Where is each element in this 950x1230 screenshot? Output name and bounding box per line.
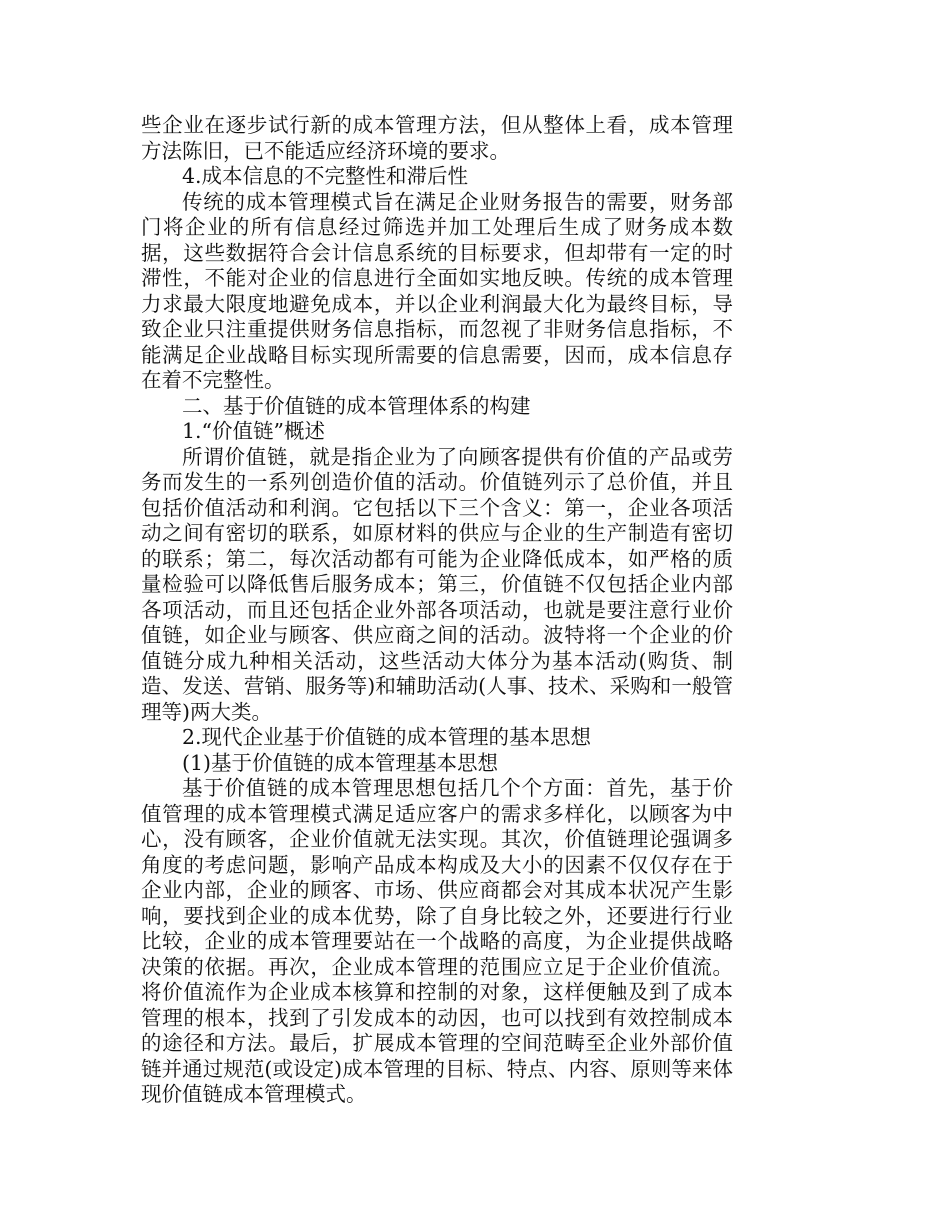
paragraph-continued: 些企业在逐步试行新的成本管理方法，但从整体上看，成本管理方法陈旧，已不能适应经济环境的要求。 (141, 113, 733, 163)
paragraph-value-chain-overview: 所谓价值链，就是指企业为了向顾客提供有价值的产品或劳务而发生的一系列创造价值的活动。价值链列示了总价值，并且包括价值活动和利润。它包括以下三个含义：第一，企业各项活动之间有密切的联系，如原材料的供应与企业的生产制造有密切的联系；第二，每次活动都有可能为企业降低成本，如严格的质量检验可以降低售后服务成本；第三，价值链不仅包括企业内部各项活动，而且还包括企业外部各项活动，也就是要注意行业价值链，如企业与顾客、供应商之间的活动。波特将一个企业的价值链分成九种相关活动，这些活动大体分为基本活动(购货、制造、发送、营销、服务等)和辅助活动(人事、技术、采购和一般管理等)两大类。 (141, 444, 733, 724)
document-body (141, 113, 733, 1108)
section-heading-value-chain-overview: 1.“价值链”概述 (182, 419, 326, 443)
section-heading-cost-information: 4.成本信息的不完整性和滞后性 (182, 164, 469, 188)
paragraph-basic-thought: 基于价值链的成本管理思想包括几个个方面：首先，基于价值管理的成本管理模式满足适应客户的需求多样化，以顾客为中心，没有顾客，企业价值就无法实现。其次，价值链理论强调多角度的考虑问题，影响产品成本构成及大小的因素不仅仅存在于企业内部，企业的顾客、市场、供应商都会对其成本状况产生影响，要找到企业的成本优势，除了自身比较之外，还要进行行业比较，企业的成本管理要站在一个战略的高度，为企业提供战略决策的依据。再次，企业成本管理的范围应立足于企业价值流。将价值流作为企业成本核算和控制的对象，这样便触及到了成本管理的根本，找到了引发成本的动因，也可以找到有效控制成本的途径和方法。最后，扩展成本管理的空间范畴至企业外部价值链并通过规范(或设定)成本管理的目标、特点、内容、原则等来体现价值链成本管理模式。 (141, 776, 733, 1106)
section-heading-value-chain-system: 二、基于价值链的成本管理体系的构建 (182, 393, 531, 418)
subsection-heading-basic-thought: (1)基于价值链的成本管理基本思想 (182, 750, 499, 775)
paragraph-cost-information: 传统的成本管理模式旨在满足企业财务报告的需要，财务部门将企业的所有信息经过筛选并加工处理后生成了财务成本数据，这些数据符合会计信息系统的目标要求，但却带有一定的时滞性，不能对企业的信息进行全面如实地反映。传统的成本管理力求最大限度地避免成本，并以企业利润最大化为最终目标，导致企业只注重提供财务信息指标，而忽视了非财务信息指标，不能满足企业战略目标实现所需要的信息需要，因而，成本信息存在着不完整性。 (141, 189, 733, 392)
section-heading-basic-thought: 2.现代企业基于价值链的成本管理的基本思想 (182, 725, 592, 749)
